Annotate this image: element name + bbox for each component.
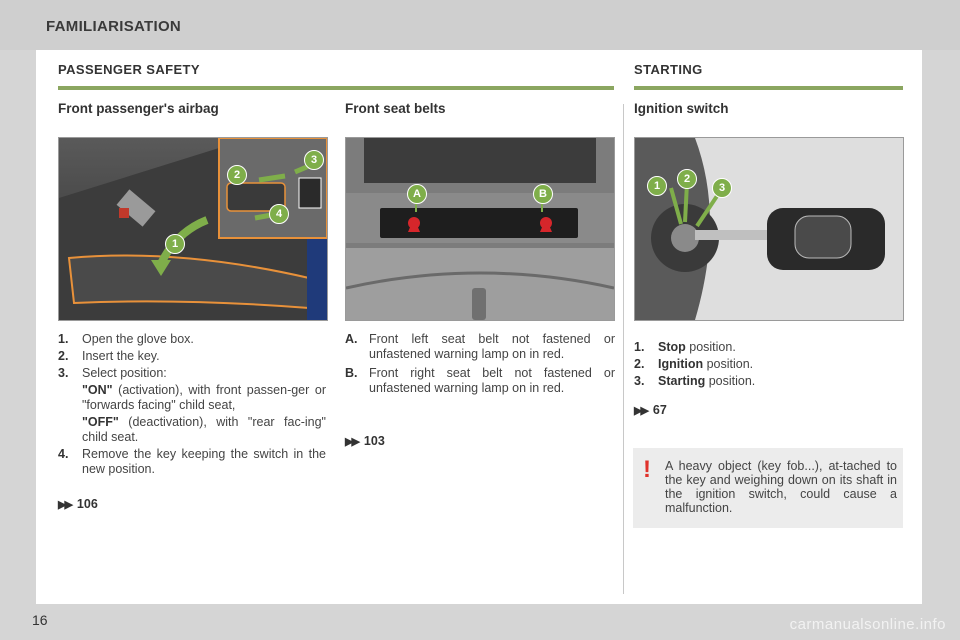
position-label: Ignition [658,357,704,371]
on-label: "ON" [82,383,113,397]
step-text: Insert the key. [82,349,160,363]
ignition-position-2 [634,357,902,372]
airbag-step-1 [58,332,326,347]
position-text: position. [703,357,754,371]
step-number: 1. [58,332,69,346]
airbag-page-ref[interactable] [58,497,98,511]
callout-ignition-1: 1 [647,176,667,196]
callout-4: 4 [269,204,289,224]
item-letter: A. [345,332,358,346]
airbag-on-option [82,383,326,413]
seat-belts-title: Front seat belts [345,101,446,116]
step-number: 2. [58,349,69,363]
ignition-switch-title: Ignition switch [634,101,729,116]
step-number: 4. [58,447,69,461]
page-ref-number: 103 [363,434,385,448]
ignition-key-illustration [635,138,903,320]
ignition-switch-photo [634,137,904,321]
callout-ignition-2: 2 [677,169,697,189]
step-text: Open the glove box. [82,332,194,346]
airbag-switch-photo [58,137,328,321]
warning-text: A heavy object (key fob...), at-tached to the key and weighing down on its shaft in the ignition switch, could cause a malfunction. [665,459,897,515]
callout-b: B [533,184,553,204]
callout-3: 3 [304,150,324,170]
airbag-off-option [82,415,326,445]
seat-belt-item-a [345,332,615,362]
seat-belt-item-b [345,366,615,396]
page-ref-icon: ▶▶ [634,405,647,417]
warning-box [633,448,903,528]
callout-ignition-3: 3 [712,178,732,198]
item-text: Front right seat belt not fastened or unfastened warning lamp on in red. [369,366,615,395]
off-label: "OFF" [82,415,119,429]
off-text: (deactivation), with "rear fac-ing" child seat. [82,415,326,444]
section-title-starting: STARTING [634,62,703,77]
page-ref-number: 106 [76,497,98,511]
step-text: Select position: [82,366,167,380]
position-number: 2. [634,357,645,371]
ignition-page-ref[interactable] [634,403,667,417]
airbag-step-4 [58,447,326,477]
item-text: Front left seat belt not fastened or unfastened warning lamp on in red. [369,332,615,361]
airbag-switch-illustration [59,138,327,320]
position-text: position. [705,374,756,388]
page-ref-number: 67 [652,403,667,417]
ignition-position-1 [634,340,902,355]
seat-belt-lamps-photo [345,137,615,321]
page-ref-icon: ▶▶ [345,436,358,448]
step-number: 3. [58,366,69,380]
airbag-title: Front passenger's airbag [58,101,219,116]
airbag-step-3 [58,366,326,445]
section-rule-passenger-safety [58,86,614,90]
position-label: Starting [658,374,706,388]
on-text: (activation), with front passen-ger or "forwards facing" child seat, [82,383,326,412]
airbag-step-2 [58,349,326,364]
watermark: carmanualsonline.info [789,616,946,633]
item-letter: B. [345,366,358,380]
seat-belt-lamps-illustration [346,138,614,320]
callout-a: A [407,184,427,204]
warning-icon: ! [643,456,651,483]
section-rule-starting [634,86,903,90]
airbag-steps [58,332,326,479]
page-number: 16 [32,612,48,628]
callout-1: 1 [165,234,185,254]
position-label: Stop [658,340,686,354]
chapter-title: FAMILIARISATION [46,18,182,35]
page-ref-icon: ▶▶ [58,499,71,511]
step-text: Remove the key keeping the switch in the new position. [82,447,326,476]
seat-belt-items [345,332,615,398]
position-number: 3. [634,374,645,388]
section-title-passenger-safety: PASSENGER SAFETY [58,62,200,77]
seat-belt-page-ref[interactable] [345,434,385,448]
callout-2: 2 [227,165,247,185]
position-text: position. [685,340,736,354]
position-number: 1. [634,340,645,354]
column-divider [623,104,624,594]
ignition-position-3 [634,374,902,389]
ignition-positions [634,340,902,391]
